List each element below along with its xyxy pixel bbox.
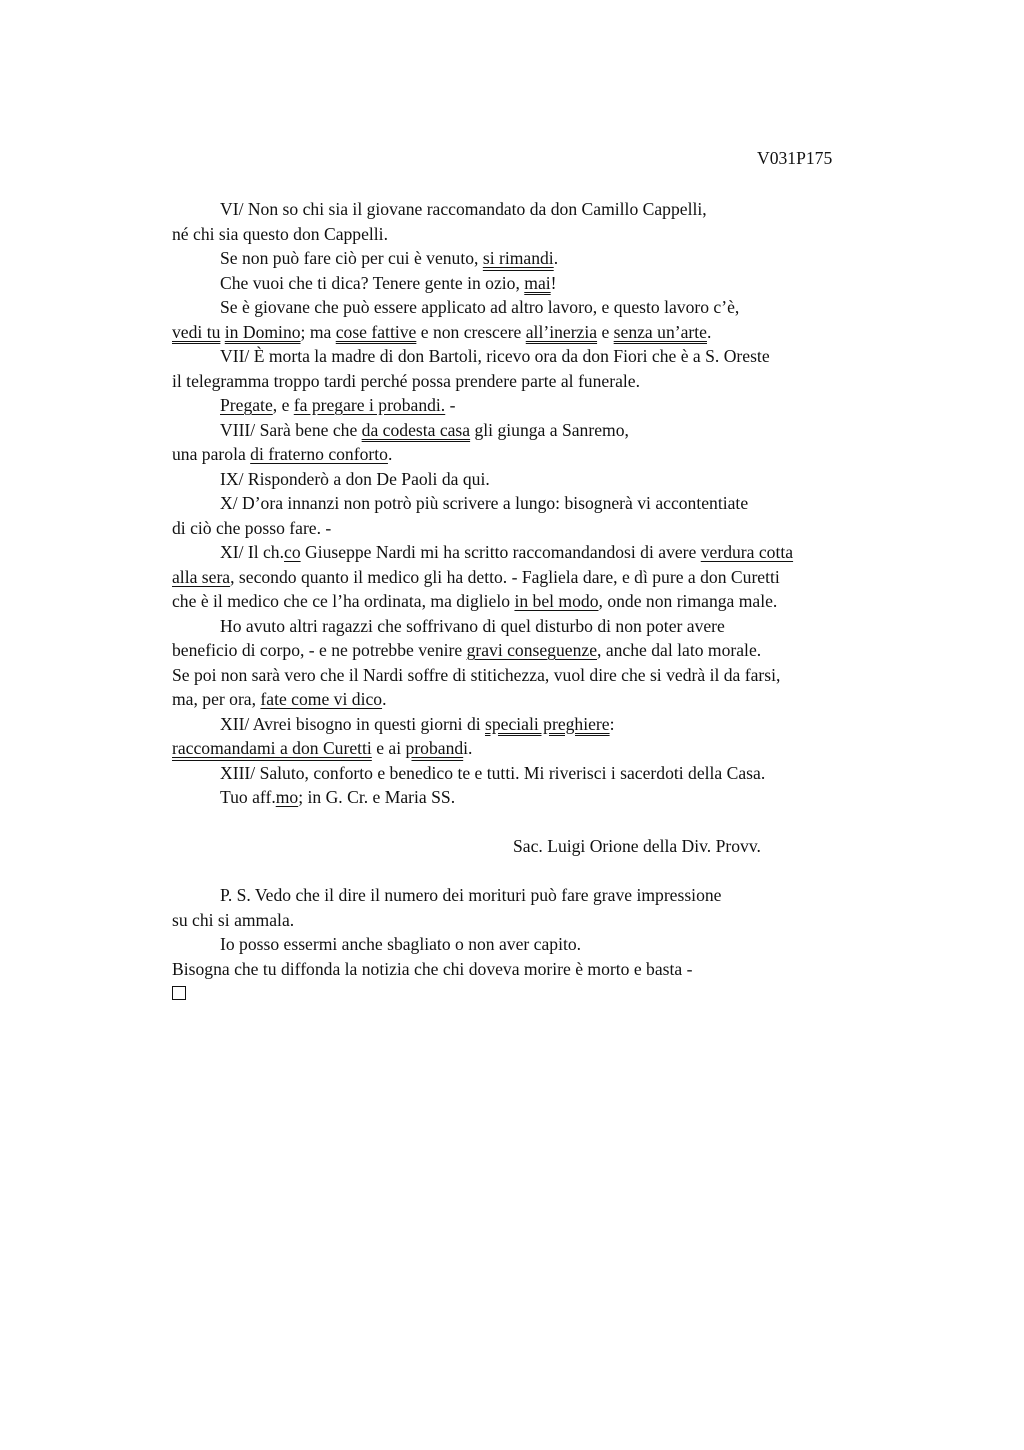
text-run: e	[597, 321, 614, 342]
underlined-text: mai	[524, 272, 551, 293]
text-line	[172, 246, 932, 271]
text-line	[172, 565, 932, 590]
underlined-text: speciali preghiere	[485, 713, 610, 734]
text-run: XII/ Avrei bisogno in questi giorni di	[220, 713, 486, 734]
text-run: gli giunga a Sanremo,	[470, 419, 629, 440]
text-line	[172, 222, 932, 247]
text-run: Che vuoi che ti dica? Tenere gente in ozio,	[220, 272, 525, 293]
text-run: P. S. Vedo che il dire il numero dei morituri può fare grave impressione	[220, 885, 722, 905]
text-run: ; in G. Cr. e Maria SS.	[298, 787, 456, 807]
underlined-text: raccomandami a don Curetti	[172, 738, 372, 758]
end-mark	[172, 981, 932, 1006]
text-line	[172, 295, 932, 320]
text-run: !	[550, 272, 557, 293]
text-run: Ho avuto altri ragazzi che soffrivano di quel disturbo di non poter avere	[220, 615, 725, 636]
postscript-line	[172, 957, 932, 982]
underlined-text: cose fattive	[335, 321, 417, 342]
text-line	[172, 467, 932, 492]
postscript-line	[172, 883, 932, 908]
text-run: una parola	[172, 444, 251, 464]
text-run: ; ma	[300, 321, 336, 342]
text-run: .	[706, 321, 712, 342]
text-line	[172, 736, 932, 761]
text-line	[172, 491, 932, 516]
underlined-text: verdura cotta	[700, 542, 794, 562]
underlined-text: vedi tu	[172, 321, 221, 342]
text-run: ma, per ora,	[172, 689, 261, 709]
underlined-text: mo	[275, 787, 299, 807]
text-line	[172, 712, 932, 737]
text-run: , secondo quanto il medico gli ha detto. - Fagliela dare, e dì pure a don Curetti	[230, 566, 780, 587]
text-run: , onde non rimanga male.	[598, 591, 778, 611]
text-run: il telegramma troppo tardi perché possa prendere parte al funerale.	[172, 370, 640, 391]
text-run: Bisogna che tu diffonda la notizia che chi doveva morire è morto e basta -	[172, 958, 693, 979]
text-line	[172, 344, 932, 369]
text-run: e non crescere	[416, 321, 526, 342]
text-run: Io posso essermi anche sbagliato o non aver capito.	[220, 934, 582, 954]
text-run: Se non può fare ciò per cui è venuto,	[220, 248, 483, 268]
underlined-text: di fraterno conforto	[250, 444, 388, 464]
text-line	[172, 761, 932, 786]
text-run: VIII/ Sarà bene che	[220, 419, 362, 440]
text-run: Se poi non sarà vero che il Nardi soffre di stitichezza, vuol dire che si vedrà il da farsi,	[172, 664, 781, 685]
underlined-text: co	[284, 542, 301, 562]
underlined-text: proband	[405, 738, 464, 758]
underlined-text: fa pregare i probandi.	[293, 395, 446, 415]
text-line	[172, 369, 932, 394]
postscript-line	[172, 908, 932, 933]
postscript-line	[172, 932, 932, 957]
letter-paragraphs	[172, 197, 932, 810]
underlined-text: Pregate	[220, 395, 273, 415]
text-line	[172, 589, 932, 614]
text-line	[172, 614, 932, 639]
text-run: IX/ Risponderò a don De Paoli da qui.	[220, 468, 490, 489]
text-run: che è il medico che ce l’ha ordinata, ma diglielo	[172, 591, 515, 611]
text-line	[172, 197, 932, 222]
text-run: VII/ È morta la madre di don Bartoli, ricevo ora da don Fiori che è a S. Oreste	[220, 346, 770, 366]
text-line	[172, 271, 932, 296]
text-line	[172, 540, 932, 565]
text-line	[172, 785, 932, 810]
underlined-text: alla sera	[172, 566, 231, 587]
end-square-icon	[172, 986, 186, 1000]
text-run: e ai	[371, 738, 406, 758]
letter-body	[172, 197, 932, 1006]
spacer	[172, 859, 932, 884]
text-line	[172, 320, 932, 345]
text-run: Se è giovane che può essere applicato ad altro lavoro, e questo lavoro c’è,	[220, 297, 740, 317]
text-line	[172, 663, 932, 688]
text-run: XI/ Il ch.	[220, 542, 285, 562]
document-id: V031P175	[757, 148, 833, 168]
text-line	[172, 418, 932, 443]
underlined-text: all’inerzia	[525, 321, 598, 342]
underlined-text: in Domino	[224, 321, 301, 342]
text-run: .	[553, 248, 559, 268]
text-run: , anche dal lato morale.	[597, 640, 762, 660]
text-run: i.	[463, 738, 473, 758]
underlined-text: senza un’arte	[613, 321, 707, 342]
text-run: XIII/ Saluto, conforto e benedico te e tutti. Mi riverisci i sacerdoti della Casa.	[220, 762, 766, 783]
text-line	[172, 442, 932, 467]
text-line	[172, 393, 932, 418]
underlined-text: si rimandi	[482, 248, 554, 268]
text-run: beneficio di corpo, - e ne potrebbe venire	[172, 640, 467, 660]
text-run: , e	[272, 395, 294, 415]
text-run: :	[609, 713, 615, 734]
underlined-text: gravi conseguenze	[466, 640, 598, 660]
underlined-text: da codesta casa	[361, 419, 471, 440]
text-run: né chi sia questo don Cappelli.	[172, 223, 388, 244]
text-run: .	[382, 689, 387, 709]
underlined-text: in bel modo	[514, 591, 599, 611]
text-line	[172, 638, 932, 663]
text-run: .	[387, 444, 393, 464]
text-line	[172, 516, 932, 541]
text-run: X/ D’ora innanzi non potrò più scrivere a lungo: bisognerà vi accontentiate	[220, 493, 749, 513]
spacer	[172, 810, 932, 835]
text-run: di ciò che posso fare. -	[172, 517, 332, 538]
text-run: Giuseppe Nardi mi ha scritto raccomandandosi di avere	[300, 542, 701, 562]
postscript	[172, 883, 932, 981]
text-run: -	[445, 395, 456, 415]
text-run: VI/ Non so chi sia il giovane raccomandato da don Camillo Cappelli,	[220, 199, 707, 219]
signature: Sac. Luigi Orione della Div. Provv.	[513, 836, 761, 856]
text-run: su chi si ammala.	[172, 909, 295, 930]
text-run: Tuo aff.	[220, 787, 276, 807]
underlined-text: fate come vi dico	[260, 689, 383, 709]
text-line	[172, 687, 932, 712]
